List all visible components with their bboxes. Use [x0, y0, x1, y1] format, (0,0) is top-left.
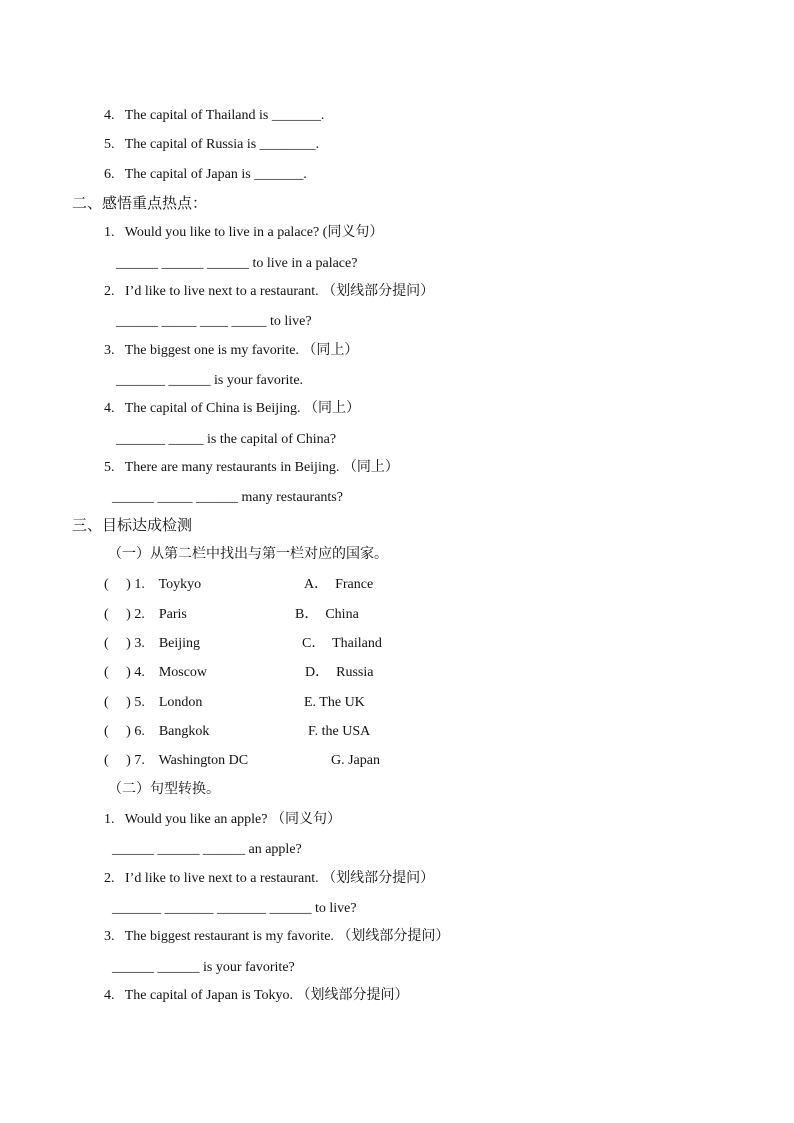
subsection-heading: （一）从第二栏中找出与第一栏对应的国家。	[108, 547, 388, 562]
text-line: 3. The biggest restaurant is my favorite. （划线部分提问）	[104, 929, 450, 944]
match-option: D． Russia	[305, 665, 374, 680]
answer-blank-line: ______ _____ ______ many restaurants?	[112, 490, 343, 505]
match-option: F. the USA	[308, 724, 371, 739]
match-item: ( ) 4. Moscow	[104, 665, 208, 680]
match-item: ( ) 1. Toykyo	[104, 577, 202, 592]
text-line: 4. The capital of China is Beijing. （同上）	[104, 401, 360, 416]
match-item: ( ) 2. Paris	[104, 607, 187, 622]
answer-blank-line: _______ _____ is the capital of China?	[116, 432, 337, 447]
subsection-heading: （二）句型转换。	[108, 782, 220, 797]
match-item: ( ) 3. Beijing	[104, 636, 201, 651]
text-line: 3. The biggest one is my favorite. （同上）	[104, 343, 359, 358]
text-line: 2. I’d like to live next to a restaurant. （划线部分提问）	[104, 871, 435, 886]
match-option: G. Japan	[331, 753, 380, 768]
answer-blank-line: ______ ______ is your favorite?	[112, 960, 295, 975]
match-option: B． China	[295, 607, 359, 622]
text-line: 4. The capital of Thailand is _______.	[104, 108, 325, 123]
text-line: 1. Would you like an apple? （同义句）	[104, 812, 341, 827]
match-item: ( ) 7. Washington DC	[104, 753, 249, 768]
answer-blank-line: ______ ______ ______ to live in a palace?	[116, 256, 358, 271]
match-option: C． Thailand	[302, 636, 382, 651]
answer-blank-line: ______ _____ ____ _____ to live?	[116, 314, 312, 329]
text-line: 4. The capital of Japan is Tokyo. （划线部分提问）	[104, 988, 409, 1003]
text-line: 5. The capital of Russia is ________.	[104, 137, 320, 152]
answer-blank-line: _______ ______ is your favorite.	[116, 373, 304, 388]
text-line: 1. Would you like to live in a palace? (同义句）	[104, 225, 384, 240]
match-item: ( ) 6. Bangkok	[104, 724, 210, 739]
text-line: 5. There are many restaurants in Beijing. （同上）	[104, 460, 399, 475]
section-heading: 三、目标达成检测	[72, 518, 193, 534]
text-line: 6. The capital of Japan is _______.	[104, 167, 307, 182]
answer-blank-line: ______ ______ ______ an apple?	[112, 842, 302, 857]
match-option: A． France	[304, 577, 374, 592]
text-line: 2. I’d like to live next to a restaurant. （划线部分提问）	[104, 284, 435, 299]
match-item: ( ) 5. London	[104, 695, 203, 710]
section-heading: 二、感悟重点热点：	[72, 196, 208, 212]
match-option: E. The UK	[304, 695, 365, 710]
answer-blank-line: _______ _______ _______ ______ to live?	[112, 901, 357, 916]
